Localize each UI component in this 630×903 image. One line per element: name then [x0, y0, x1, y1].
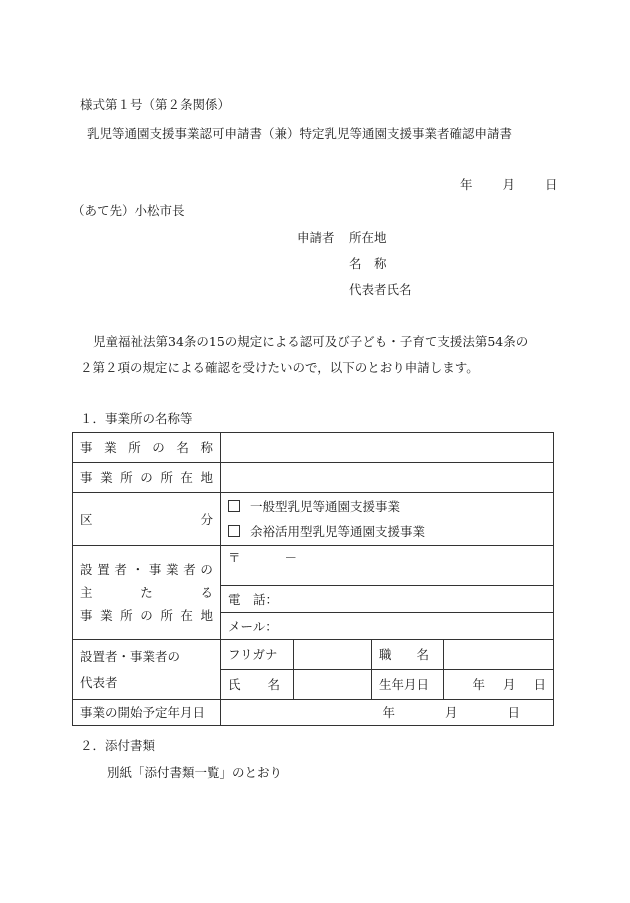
body-text-line2: ２第２項の規定による確認を受けたいので，以下のとおり申請します。	[80, 360, 479, 375]
birth-label: 生年月日	[372, 670, 444, 700]
phone-field[interactable]	[221, 586, 554, 613]
facility-name-row	[73, 433, 554, 463]
facility-name-label: 事 業 所 の 名 称	[73, 433, 221, 463]
postal-dash: －	[284, 550, 298, 565]
category-label: 区 分	[73, 493, 221, 546]
date-year: 年	[460, 177, 473, 192]
position-field[interactable]	[444, 640, 554, 670]
rep-name-label: 氏 名	[221, 670, 294, 700]
start-date-label: 事業の開始予定年月日	[73, 700, 221, 726]
checkbox-surplus[interactable]	[228, 525, 240, 537]
facility-address-row	[73, 463, 554, 493]
category-option-general[interactable]: 一般型乳児等通園支援事業	[228, 499, 546, 514]
main-office-postal-row	[73, 546, 554, 586]
section2-text: 別紙「添付書類一覧」のとおり	[107, 765, 283, 780]
birth-field[interactable]: 年 月 日	[444, 670, 554, 700]
rep-furigana-row	[73, 640, 554, 670]
checkbox-general[interactable]	[228, 500, 240, 512]
rep-label: 設置者・事業者の 代表者	[73, 640, 221, 700]
email-label: メール：	[228, 618, 278, 634]
date-day: 日	[545, 177, 558, 192]
addressee: （あて先）小松市長	[72, 203, 185, 218]
body-text-line1: 児童福祉法第34条の15の規定による認可及び子ども・子育て支援法第54条の	[93, 334, 529, 349]
application-form-table	[72, 432, 554, 726]
start-date-field[interactable]: 年 月 日	[221, 700, 554, 726]
form-number: 様式第１号（第２条関係）	[80, 97, 231, 112]
email-field[interactable]	[221, 613, 554, 640]
furigana-label: フリガナ	[221, 640, 294, 670]
furigana-field[interactable]	[294, 640, 372, 670]
section2-heading: ２．添付書類	[80, 738, 156, 753]
category-row	[73, 493, 554, 546]
category-options	[221, 493, 554, 546]
document-title: 乳児等通園支援事業認可申請書（兼）特定乳児等通園支援事業者確認申請書	[87, 126, 513, 141]
applicant-label: 申請者	[297, 230, 335, 245]
applicant-name-label: 名 称	[349, 256, 387, 271]
position-label: 職 名	[372, 640, 444, 670]
facility-address-label: 事 業 所 の 所 在 地	[73, 463, 221, 493]
start-date-row	[73, 700, 554, 726]
facility-address-field[interactable]	[221, 463, 554, 493]
postal-mark: 〒	[228, 550, 241, 565]
applicant-rep-label: 代表者氏名	[349, 282, 412, 297]
category-option-surplus[interactable]: 余裕活用型乳児等通園支援事業	[228, 524, 546, 539]
postal-field[interactable]	[221, 546, 554, 586]
main-office-label: 設 置 者 ・ 事 業 者 の 主 た る 事 業 所 の 所 在 地	[73, 546, 221, 640]
section1-heading: １．事業所の名称等	[80, 411, 193, 426]
facility-name-field[interactable]	[221, 433, 554, 463]
date-month: 月	[502, 177, 516, 192]
rep-name-field[interactable]	[294, 670, 372, 700]
phone-label: 電 話：	[228, 591, 279, 607]
date-line	[460, 179, 558, 192]
applicant-address-label: 所在地	[349, 230, 387, 245]
